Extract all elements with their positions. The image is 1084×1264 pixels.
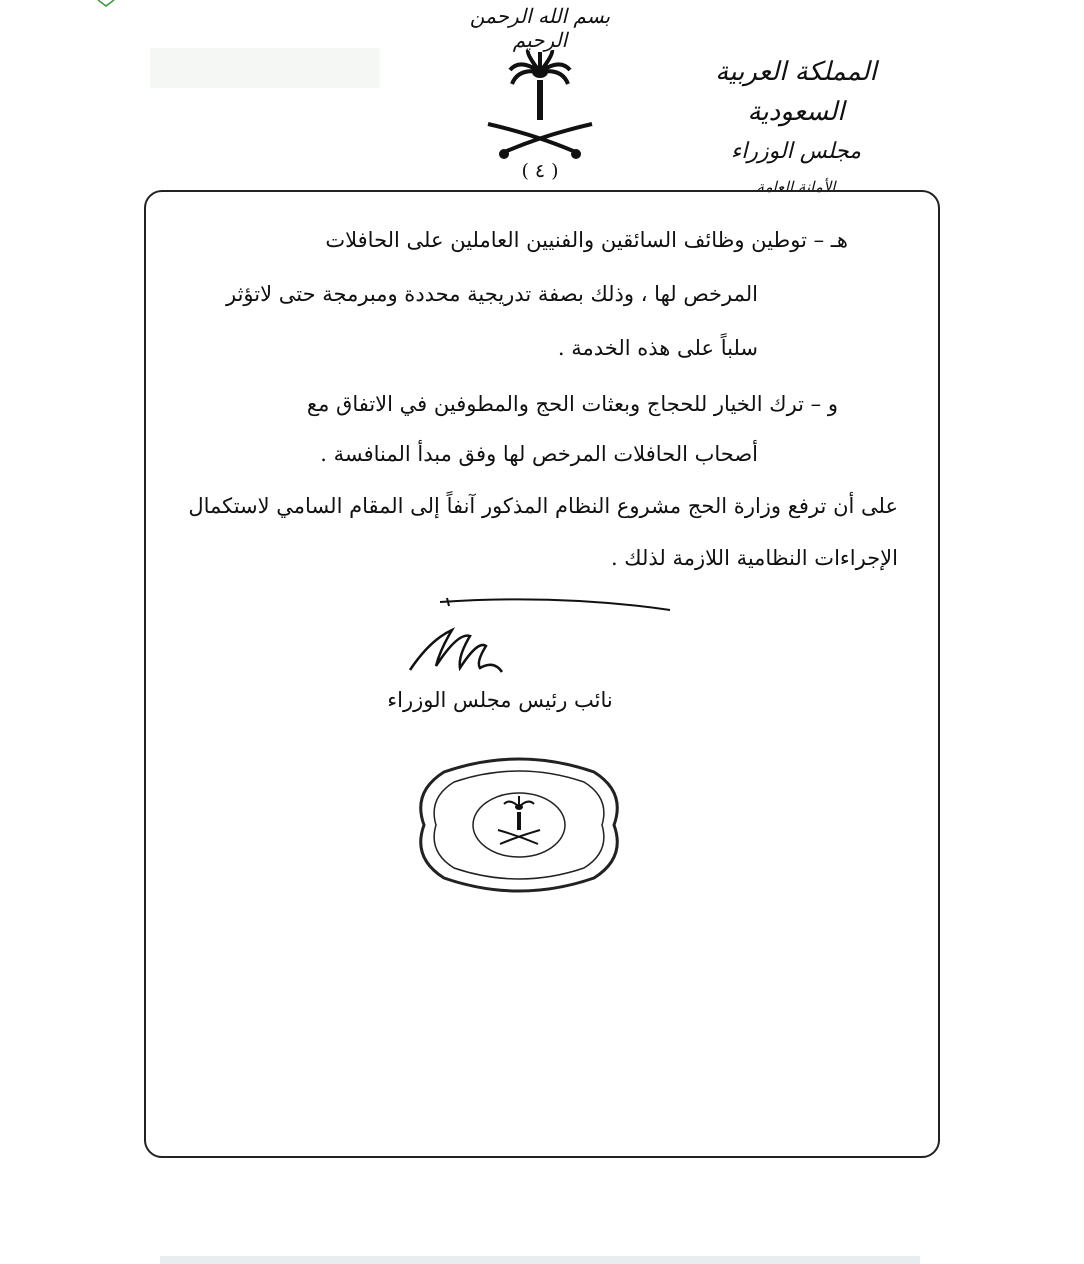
closing-line-1: على أن ترفع وزارة الحج مشروع النظام المذكور آنفاً إلى المقام السامي لاستكمال bbox=[188, 494, 898, 518]
basmala: بسم الله الرحمن الرحيم bbox=[469, 4, 611, 52]
official-seal bbox=[414, 752, 624, 898]
item-waw-line-1: و – ترك الخيار للحجاج وبعثات الحج والمطوفين في الاتفاق مع bbox=[306, 392, 838, 416]
corner-mark bbox=[96, 0, 116, 8]
closing-line-2: الإجراءات النظامية اللازمة لذلك . bbox=[610, 546, 898, 570]
item-waw-line-2: أصحاب الحافلات المرخص لها وفق مبدأ المنافسة . bbox=[320, 442, 758, 466]
signatory-title: نائب رئيس مجلس الوزراء bbox=[387, 688, 613, 712]
footer-faded-text bbox=[160, 1256, 920, 1264]
letterhead-secretariat: الأمانة العامة bbox=[756, 178, 836, 196]
faded-stamp-area bbox=[150, 48, 380, 88]
item-he-line-1: هـ – توطين وظائف السائقين والفنيين العاملين على الحافلات bbox=[325, 228, 848, 252]
item-he-line-2: المرخص لها ، وذلك بصفة تدريجية محددة ومبرمجة حتى لاتؤثر bbox=[225, 282, 758, 306]
saudi-emblem-icon bbox=[480, 50, 600, 168]
letterhead bbox=[666, 52, 926, 202]
seal-emblem-icon bbox=[498, 796, 540, 844]
page-number: ( ٤ ) bbox=[521, 160, 559, 182]
item-he-line-3: سلباً على هذه الخدمة . bbox=[557, 336, 758, 360]
document-frame bbox=[144, 190, 940, 1158]
letterhead-kingdom: المملكة العربية السعودية bbox=[715, 57, 877, 127]
letterhead-council: مجلس الوزراء bbox=[730, 139, 862, 164]
